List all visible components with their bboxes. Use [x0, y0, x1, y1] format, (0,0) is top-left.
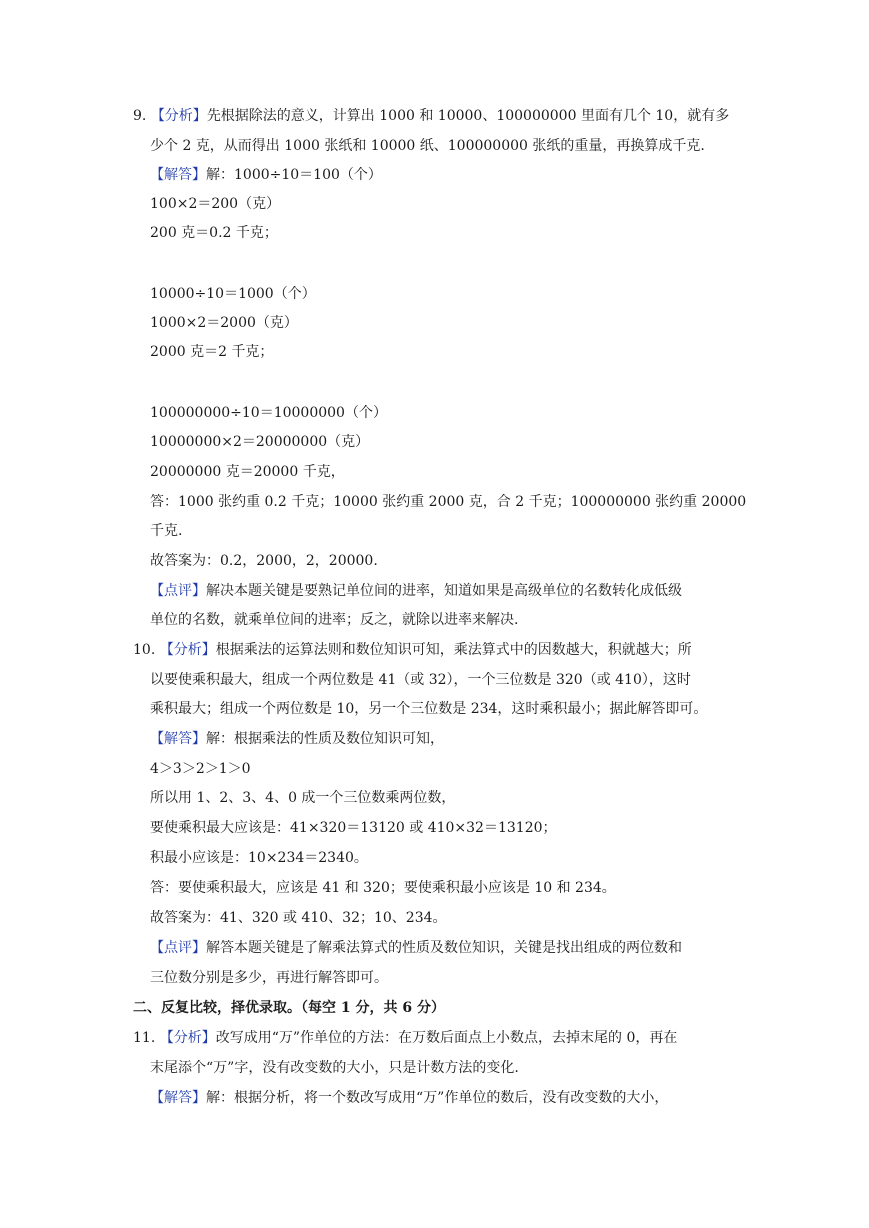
- q11-answer-tag: 【解答】: [150, 1090, 206, 1106]
- q9-calc-line: 100×2＝200（克）: [150, 196, 281, 212]
- q10-comment-text-1: 解答本题关键是了解乘法算式的性质及数位知识，关键是找出组成的两位数和: [206, 940, 682, 956]
- q10-comment-tag: 【点评】: [150, 940, 206, 956]
- q10-final-answer: 故答案为：41、320 或 410、32；10、234。: [150, 910, 447, 926]
- q11-number: 11.: [133, 1030, 156, 1046]
- q9-answer-lead: 解：1000÷10＝100（个）: [206, 167, 382, 183]
- q10-calc-line: 要使乘积最大应该是：41×320＝13120 或 410×32＝13120；: [150, 820, 557, 836]
- q10-comment-line-2: 三位数分别是多少，再进行解答即可。: [150, 970, 388, 986]
- q9-analysis-tag: 【分析】: [150, 108, 207, 124]
- q10-analysis-tag: 【分析】: [159, 642, 216, 658]
- q9-answer-line: [150, 165, 382, 185]
- q9-analysis-line-2: 少个 2 克，从而得出 1000 张纸和 10000 纸、100000000 张纸的重量，再换算成千克.: [150, 138, 705, 154]
- q9-comment-text-1: 解决本题关键是要熟记单位间的进率，知道如果是高级单位的名数转化成低级: [206, 583, 682, 599]
- q9-calc-line: 1000×2＝2000（克）: [150, 315, 298, 331]
- q11-analysis-line-1: [133, 1028, 677, 1048]
- q10-analysis-text-1: 根据乘法的运算法则和数位知识可知，乘法算式中的因数越大，积就越大；所: [215, 642, 692, 658]
- q9-calc-line: 100000000÷10＝10000000（个）: [150, 405, 387, 421]
- q10-answer-tag: 【解答】: [150, 731, 206, 747]
- q11-analysis-line-2: 末尾添个“万”字，没有改变数的大小，只是计数方法的变化.: [150, 1060, 519, 1076]
- q9-calc-line: 10000÷10＝1000（个）: [150, 286, 316, 302]
- q10-analysis-line-2: 以要使乘积最大，组成一个两位数是 41（或 32），一个三位数是 320（或 410），这时: [150, 672, 691, 688]
- q10-calc-line: 4＞3＞2＞1＞0: [150, 761, 251, 777]
- q10-analysis-line-3: 乘积最大；组成一个两位数是 10，另一个三位数是 234，这时乘积最小；据此解答即可。: [150, 701, 708, 717]
- q9-conclusion-line: 答：1000 张约重 0.2 千克；10000 张约重 2000 克，合 2 千克；100000000 张约重 20000: [150, 494, 747, 510]
- q9-calc-line: 2000 克＝2 千克；: [150, 344, 274, 360]
- q9-final-answer: 故答案为：0.2，2000，2，20000.: [150, 553, 378, 569]
- q9-comment-tag: 【点评】: [150, 583, 206, 599]
- q10-answer-lead: 解：根据乘法的性质及数位知识可知，: [206, 731, 444, 747]
- q9-answer-tag: 【解答】: [150, 167, 206, 183]
- q9-number: 9.: [133, 108, 147, 124]
- q11-answer-lead: 解：根据分析，将一个数改写成用“万”作单位的数后，没有改变数的大小，: [206, 1090, 669, 1106]
- q9-calc-line: 10000000×2＝20000000（克）: [150, 434, 370, 450]
- q10-comment-line-1: [150, 938, 682, 958]
- q9-comment-line-2: 单位的名数，就乘单位间的进率；反之，就除以进率来解决.: [150, 612, 519, 628]
- q10-calc-line: 所以用 1、2、3、4、0 成一个三位数乘两位数，: [150, 790, 456, 806]
- q10-answer-line: [150, 729, 444, 749]
- q10-number: 10.: [133, 642, 156, 658]
- q10-calc-line: 积最小应该是：10×234＝2340。: [150, 850, 368, 866]
- q9-analysis-text-1: 先根据除法的意义，计算出 1000 和 10000、100000000 里面有几个 10，就有多: [206, 108, 730, 124]
- q11-analysis-text-1: 改写成用“万”作单位的方法：在万数后面点上小数点，去掉末尾的 0，再在: [215, 1030, 678, 1046]
- q9-conclusion-line: 千克.: [150, 523, 183, 539]
- q10-conclusion-line: 答：要使乘积最大，应该是 41 和 320；要使乘积最小应该是 10 和 234。: [150, 880, 616, 896]
- q9-comment-line-1: [150, 581, 682, 601]
- q11-analysis-tag: 【分析】: [159, 1030, 216, 1046]
- q9-calc-line: 200 克＝0.2 千克；: [150, 225, 278, 241]
- q11-answer-line: [150, 1088, 668, 1108]
- q9-analysis-line-1: [133, 106, 729, 126]
- q9-calc-line: 20000000 克＝20000 千克，: [150, 464, 345, 480]
- section-heading: 二、反复比较，择优录取。（每空 1 分，共 6 分）: [133, 1000, 445, 1016]
- q10-analysis-line-1: [133, 640, 692, 660]
